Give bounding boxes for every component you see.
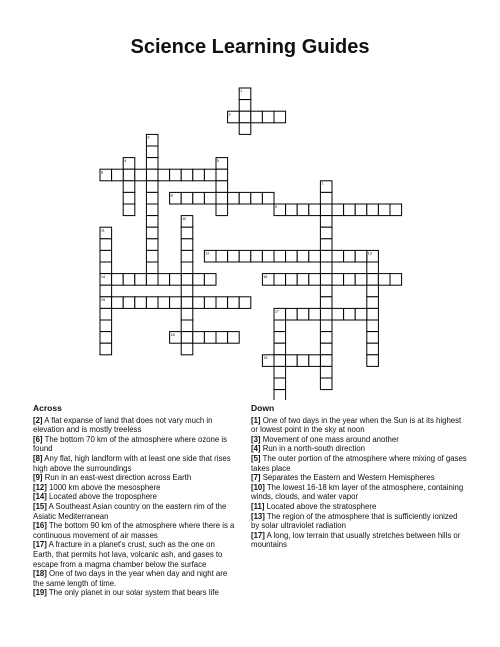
grid-cell[interactable] — [274, 378, 286, 390]
grid-cell[interactable] — [100, 320, 112, 332]
clue-text: The bottom 70 km of the atmosphere where ozone is found — [33, 434, 228, 454]
grid-cell[interactable] — [320, 262, 332, 274]
clue-number: [3] — [251, 434, 261, 444]
grid-cell[interactable] — [297, 355, 309, 367]
grid-cell[interactable] — [367, 204, 379, 216]
grid-cell[interactable] — [286, 274, 298, 286]
grid-cell[interactable] — [320, 366, 332, 378]
grid-cell[interactable] — [320, 227, 332, 239]
grid-cell[interactable] — [286, 355, 298, 367]
grid-cell[interactable] — [355, 308, 367, 320]
across-clue — [33, 473, 235, 483]
cell-number: 6 — [101, 170, 103, 175]
down-clue — [251, 435, 467, 445]
clue-number: [16] — [33, 521, 47, 531]
across-clue — [33, 492, 235, 502]
grid-cell[interactable] — [274, 250, 286, 262]
grid-cell[interactable] — [170, 169, 182, 181]
grid-cell[interactable] — [193, 297, 205, 309]
cell-number: 1 — [240, 89, 243, 94]
grid-cell[interactable] — [146, 146, 158, 158]
grid-cell[interactable] — [100, 308, 112, 320]
grid-cell[interactable] — [262, 111, 274, 123]
grid-cell[interactable] — [297, 274, 309, 286]
grid-cell[interactable] — [123, 204, 135, 216]
grid-cell[interactable] — [344, 204, 356, 216]
grid-cell[interactable] — [251, 111, 263, 123]
cell-number: 9 — [275, 205, 277, 210]
cell-number: 14 — [101, 274, 105, 279]
cell-number: 4 — [124, 158, 127, 163]
cell-number: 5 — [217, 158, 219, 163]
grid-cell[interactable] — [158, 274, 170, 286]
grid-cell[interactable] — [216, 332, 228, 344]
grid-cell[interactable] — [274, 343, 286, 355]
down-clue — [251, 473, 467, 483]
grid-cell[interactable] — [204, 297, 216, 309]
cell-number: 18 — [170, 332, 175, 337]
grid-cell[interactable] — [297, 204, 309, 216]
grid-cell[interactable] — [239, 123, 251, 135]
clue-number: [9] — [33, 473, 43, 483]
grid-cell[interactable] — [239, 111, 251, 123]
across-clue — [33, 540, 235, 569]
grid-cell[interactable] — [251, 250, 263, 262]
cell-number: 2 — [228, 112, 231, 117]
grid-cell[interactable] — [332, 204, 344, 216]
grid-cell[interactable] — [146, 227, 158, 239]
grid-cell[interactable] — [320, 308, 332, 320]
grid-cell[interactable] — [100, 343, 112, 355]
grid-cell[interactable] — [390, 204, 402, 216]
grid-cell[interactable] — [181, 285, 193, 297]
clue-number: [7] — [251, 473, 261, 483]
grid-cell[interactable] — [367, 320, 379, 332]
clue-text: Any flat, high landform with at least one side that rises high above the surroundings — [33, 453, 231, 473]
clue-text: The region of the atmosphere that is sufficiently ionized by solar ultraviolet radiation — [251, 511, 458, 531]
grid-cell[interactable] — [309, 355, 321, 367]
across-clues — [33, 404, 235, 598]
grid-cell[interactable] — [332, 308, 344, 320]
grid-cell[interactable] — [309, 204, 321, 216]
grid-cell[interactable] — [320, 250, 332, 262]
grid-cell[interactable] — [135, 169, 147, 181]
grid-cell[interactable] — [204, 332, 216, 344]
clue-text: Movement of one mass around another — [262, 434, 399, 444]
grid-cell[interactable] — [204, 192, 216, 204]
clue-number: [8] — [33, 453, 43, 463]
cell-number: 19 — [263, 356, 268, 360]
clue-text: One of two days in the year when the Sun is at its highest or lowest point in the sky at noon — [251, 415, 462, 435]
grid-cell[interactable] — [193, 274, 205, 286]
grid-cell[interactable] — [274, 390, 286, 400]
grid-cell[interactable] — [239, 192, 251, 204]
grid-cell[interactable] — [158, 169, 170, 181]
grid-cell[interactable] — [228, 297, 240, 309]
grid-cell[interactable] — [158, 297, 170, 309]
grid-cell[interactable] — [204, 274, 216, 286]
grid-cell[interactable] — [193, 192, 205, 204]
grid-cell[interactable] — [286, 308, 298, 320]
grid-cell[interactable] — [274, 366, 286, 378]
clue-number: [4] — [251, 444, 261, 454]
grid-cell[interactable] — [297, 250, 309, 262]
grid-cell[interactable] — [181, 297, 193, 309]
clue-text: The bottom 90 km of the atmosphere where there is a continuous movement of air masses — [33, 521, 235, 540]
down-clue — [251, 454, 467, 473]
grid-cell[interactable] — [146, 204, 158, 216]
grid-cell[interactable] — [100, 332, 112, 344]
clue-number: [10] — [251, 482, 265, 492]
grid-cell[interactable] — [367, 332, 379, 344]
down-clue — [251, 502, 467, 512]
grid-cell[interactable] — [320, 239, 332, 251]
grid-cell[interactable] — [181, 169, 193, 181]
clue-text: Located above the stratosphere — [266, 501, 377, 511]
grid-cell[interactable] — [100, 250, 112, 262]
clue-text: The outer portion of the atmosphere where mixing of gases takes place — [251, 453, 467, 473]
grid-cell[interactable] — [367, 343, 379, 355]
grid-cell[interactable] — [332, 274, 344, 286]
grid-cell[interactable] — [239, 100, 251, 112]
cell-number: 10 — [182, 216, 187, 221]
grid-cell[interactable] — [216, 169, 228, 181]
clue-text: One of two days in the year when day and night are the same length of time. — [33, 569, 228, 588]
across-clue — [33, 483, 235, 493]
grid-cell[interactable] — [320, 320, 332, 332]
clue-number: [1] — [251, 415, 261, 425]
grid-cell[interactable] — [181, 239, 193, 251]
grid-cell[interactable] — [123, 274, 135, 286]
grid-cell[interactable] — [146, 192, 158, 204]
grid-cell[interactable] — [297, 308, 309, 320]
grid-cell[interactable] — [146, 274, 158, 286]
across-clue — [33, 435, 235, 454]
grid-cell[interactable] — [320, 192, 332, 204]
clue-text: A Southeast Asian country on the eastern rim of the Asiatic Mediterranean — [33, 501, 227, 521]
grid-cell[interactable] — [390, 274, 402, 286]
across-clue — [33, 454, 235, 473]
down-clue — [251, 416, 467, 435]
grid-cell[interactable] — [367, 285, 379, 297]
cell-number: 12 — [205, 251, 210, 256]
grid-cell[interactable] — [320, 297, 332, 309]
cell-number: 7 — [321, 182, 324, 186]
grid-cell[interactable] — [216, 181, 228, 193]
grid-cell[interactable] — [332, 250, 344, 262]
clue-number: [17] — [33, 540, 47, 550]
grid-cell[interactable] — [239, 250, 251, 262]
grid-cell[interactable] — [344, 308, 356, 320]
clue-text: A long, low terrain that usually stretches between hills or mountains — [251, 530, 461, 550]
grid-cell[interactable] — [228, 250, 240, 262]
cell-number: 17 — [275, 309, 279, 314]
grid-cell[interactable] — [181, 262, 193, 274]
grid-cell[interactable] — [100, 239, 112, 251]
clue-number: [12] — [33, 482, 47, 492]
grid-cell[interactable] — [274, 111, 286, 123]
grid-cell[interactable] — [320, 343, 332, 355]
grid-cell[interactable] — [320, 204, 332, 216]
grid-cell[interactable] — [146, 158, 158, 170]
grid-cell[interactable] — [355, 274, 367, 286]
grid-cell[interactable] — [216, 204, 228, 216]
grid-cell[interactable] — [123, 192, 135, 204]
grid-cell[interactable] — [367, 297, 379, 309]
grid-cell[interactable] — [274, 332, 286, 344]
down-clue — [251, 483, 467, 502]
down-clue — [251, 531, 467, 550]
across-clue — [33, 521, 235, 540]
clue-text: Located above the troposphere — [49, 492, 157, 502]
grid-cell[interactable] — [216, 192, 228, 204]
grid-cell[interactable] — [146, 250, 158, 262]
grid-cell[interactable] — [181, 308, 193, 320]
grid-cell[interactable] — [228, 192, 240, 204]
grid-cell[interactable] — [112, 274, 124, 286]
grid-cell[interactable] — [216, 250, 228, 262]
grid-cell[interactable] — [146, 262, 158, 274]
grid-cell[interactable] — [367, 274, 379, 286]
down-clues — [251, 404, 467, 550]
clue-text: The lowest 16-18 km layer of the atmosphere, containing winds, clouds, and water vapor — [251, 482, 464, 502]
grid-cell[interactable] — [123, 181, 135, 193]
clue-text: Separates the Eastern and Western Hemispheres — [262, 473, 435, 483]
grid-cell[interactable] — [100, 262, 112, 274]
grid-cell[interactable] — [262, 192, 274, 204]
across-clue — [33, 502, 235, 521]
clue-text: 1000 km above the mesosphere — [49, 482, 161, 492]
clue-text: Run in an east-west direction across Earth — [44, 473, 192, 483]
grid-cell[interactable] — [309, 308, 321, 320]
grid-cell[interactable] — [181, 227, 193, 239]
clue-number: [13] — [251, 511, 265, 521]
clue-number: [6] — [33, 434, 43, 444]
grid-cell[interactable] — [286, 204, 298, 216]
grid-cell[interactable] — [320, 285, 332, 297]
grid-cell[interactable] — [146, 297, 158, 309]
grid-cell[interactable] — [355, 204, 367, 216]
across-clue — [33, 569, 235, 588]
clue-number: [14] — [33, 492, 47, 502]
clue-number: [2] — [33, 415, 43, 425]
cell-number: 3 — [147, 135, 150, 140]
grid-cell[interactable] — [146, 239, 158, 251]
grid-cell[interactable] — [274, 355, 286, 367]
grid-cell[interactable] — [112, 297, 124, 309]
cell-number: 16 — [263, 274, 268, 279]
grid-cell[interactable] — [262, 250, 274, 262]
clue-text: The only planet in our solar system that bears life — [48, 588, 219, 598]
grid-cell[interactable] — [100, 285, 112, 297]
grid-cell[interactable] — [193, 169, 205, 181]
clue-number: [15] — [33, 501, 47, 511]
grid-cell[interactable] — [344, 274, 356, 286]
grid-cell[interactable] — [251, 192, 263, 204]
page-title: Science Learning Guides — [130, 36, 370, 58]
grid-cell[interactable] — [378, 204, 390, 216]
grid-cell[interactable] — [170, 297, 182, 309]
grid-cell[interactable] — [320, 216, 332, 228]
grid-cell[interactable] — [309, 250, 321, 262]
down-clue — [251, 512, 467, 531]
cell-number: 13 — [367, 251, 372, 256]
down-heading: Down — [251, 403, 275, 413]
grid-cell[interactable] — [216, 297, 228, 309]
grid-cell[interactable] — [112, 169, 124, 181]
across-clue — [33, 416, 235, 435]
grid-cell[interactable] — [320, 332, 332, 344]
clue-number: [11] — [251, 501, 265, 511]
grid-cell[interactable] — [135, 297, 147, 309]
clue-text: A fracture in a planet's crust, such as the one on Earth, that permits hot lava, volcanic ash, and gases to escape from a magma chamber below the surface — [33, 540, 223, 569]
grid-cell[interactable] — [170, 274, 182, 286]
cell-number: 11 — [101, 228, 105, 233]
grid-cell[interactable] — [367, 308, 379, 320]
grid-cell[interactable] — [309, 274, 321, 286]
grid-cell[interactable] — [181, 320, 193, 332]
grid-cell[interactable] — [181, 250, 193, 262]
grid-cell[interactable] — [135, 274, 147, 286]
grid-cell[interactable] — [320, 274, 332, 286]
grid-cell[interactable] — [355, 250, 367, 262]
grid-cell[interactable] — [239, 297, 251, 309]
grid-cell[interactable] — [344, 250, 356, 262]
grid-cell[interactable] — [320, 378, 332, 390]
clue-number: [19] — [33, 588, 47, 598]
across-clue — [33, 588, 235, 598]
grid-cell[interactable] — [274, 274, 286, 286]
clue-number: [18] — [33, 569, 47, 579]
clue-number: [17] — [251, 530, 265, 540]
grid-cell[interactable] — [146, 216, 158, 228]
grid-cell[interactable] — [286, 250, 298, 262]
grid-cell[interactable] — [146, 181, 158, 193]
grid-cell[interactable] — [367, 262, 379, 274]
clue-text: A flat expanse of land that does not vary much in elevation and is mostly treeless — [33, 415, 213, 435]
grid-cell[interactable] — [378, 274, 390, 286]
grid-cell[interactable] — [204, 169, 216, 181]
grid-cell[interactable] — [367, 355, 379, 367]
grid-cell[interactable] — [274, 320, 286, 332]
grid-cell[interactable] — [181, 332, 193, 344]
grid-cell[interactable] — [181, 274, 193, 286]
grid-cell[interactable] — [181, 343, 193, 355]
grid-cell[interactable] — [228, 332, 240, 344]
down-clue — [251, 444, 467, 454]
cell-number: 8 — [170, 193, 173, 198]
clue-number: [5] — [251, 453, 261, 463]
grid-cell[interactable] — [193, 332, 205, 344]
grid-cell[interactable] — [181, 192, 193, 204]
cell-number: 15 — [101, 298, 105, 302]
clue-text: Run in a north-south direction — [262, 444, 365, 454]
grid-cell[interactable] — [146, 169, 158, 181]
grid-cell[interactable] — [320, 355, 332, 367]
grid-cell[interactable] — [123, 169, 135, 181]
grid-cell[interactable] — [123, 297, 135, 309]
across-heading: Across — [33, 403, 62, 413]
